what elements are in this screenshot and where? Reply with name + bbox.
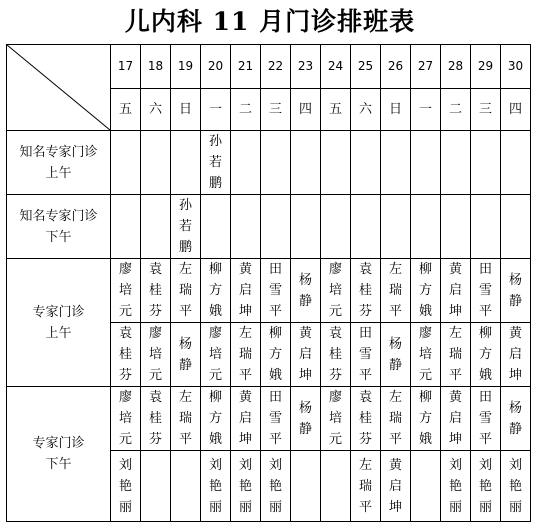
schedule-cell <box>141 259 171 323</box>
schedule-cell <box>321 259 351 323</box>
doctor-name: 刘艳丽 <box>448 457 462 515</box>
row-label-line: 下午 <box>45 229 72 245</box>
schedule-cell <box>201 451 231 522</box>
page-title: 儿内科 11 月门诊排班表 <box>124 7 416 36</box>
schedule-cell <box>111 323 141 387</box>
schedule-cell <box>411 387 441 451</box>
schedule-cell <box>381 451 411 522</box>
schedule-cell <box>111 259 141 323</box>
row-label-line: 下午 <box>45 457 72 472</box>
schedule-cell <box>171 451 201 522</box>
date-cell: 18 <box>141 45 171 89</box>
date-cell: 27 <box>411 45 441 89</box>
schedule-cell <box>501 195 531 259</box>
doctor-name: 廖培元 <box>148 326 162 383</box>
doctor-name: 杨静 <box>388 336 402 373</box>
doctor-name: 柳方娥 <box>478 326 492 383</box>
schedule-cell <box>501 451 531 522</box>
schedule-cell <box>501 387 531 451</box>
weekday-cell: 二 <box>231 89 261 131</box>
date-cell: 23 <box>291 45 321 89</box>
doctor-name: 柳方娥 <box>268 326 282 383</box>
schedule-cell <box>471 195 501 259</box>
doctor-name: 左瑞平 <box>448 326 462 383</box>
schedule-cell <box>471 131 501 195</box>
schedule-cell <box>201 195 231 259</box>
doctor-name: 刘艳丽 <box>208 457 222 515</box>
schedule-cell <box>261 323 291 387</box>
doctor-name: 廖培元 <box>118 390 132 447</box>
schedule-cell <box>441 131 471 195</box>
doctor-name: 田雪平 <box>268 262 282 319</box>
schedule-cell <box>261 451 291 522</box>
doctor-name: 柳方娥 <box>418 390 432 447</box>
schedule-cell <box>351 131 381 195</box>
doctor-name: 袁桂芬 <box>148 262 162 319</box>
doctor-name: 杨静 <box>298 400 312 437</box>
row-label-famous-pm <box>7 195 111 259</box>
doctor-name: 廖培元 <box>328 262 342 319</box>
doctor-name: 杨静 <box>508 272 522 309</box>
doctor-name: 刘艳丽 <box>508 457 522 515</box>
famous-pm-row <box>7 195 531 259</box>
schedule-cell <box>381 195 411 259</box>
doctor-name: 黄启坤 <box>508 326 522 383</box>
doctor-name: 袁桂芬 <box>358 262 372 319</box>
doctor-name: 廖培元 <box>208 326 222 383</box>
date-cell: 28 <box>441 45 471 89</box>
weekday-cell: 一 <box>411 89 441 131</box>
row-label-famous-am <box>7 131 111 195</box>
doctor-name: 黄启坤 <box>448 390 462 447</box>
doctor-name: 杨静 <box>298 272 312 309</box>
schedule-cell <box>171 387 201 451</box>
schedule-cell <box>141 195 171 259</box>
schedule-cell <box>501 131 531 195</box>
schedule-cell <box>381 323 411 387</box>
schedule-cell <box>201 131 231 195</box>
schedule-cell <box>411 259 441 323</box>
date-cell: 22 <box>261 45 291 89</box>
schedule-cell <box>411 451 441 522</box>
schedule-cell <box>231 259 261 323</box>
doctor-name: 黄启坤 <box>238 390 252 447</box>
doctor-name: 杨静 <box>508 400 522 437</box>
doctor-name: 田雪平 <box>268 390 282 447</box>
schedule-cell <box>111 451 141 522</box>
doctor-name: 孙若鹏 <box>178 198 192 255</box>
schedule-cell <box>351 259 381 323</box>
doctor-name: 左瑞平 <box>178 262 192 319</box>
schedule-cell <box>321 451 351 522</box>
schedule-cell <box>411 195 441 259</box>
doctor-name: 廖培元 <box>118 262 132 319</box>
doctor-name: 左瑞平 <box>388 262 402 319</box>
schedule-cell <box>111 387 141 451</box>
doctor-name: 柳方娥 <box>208 262 222 319</box>
schedule-cell <box>411 131 441 195</box>
date-cell: 17 <box>111 45 141 89</box>
row-label-line: 专家门诊 <box>32 304 85 320</box>
date-cell: 25 <box>351 45 381 89</box>
schedule-cell <box>231 387 261 451</box>
schedule-cell <box>441 387 471 451</box>
doctor-name: 袁桂芬 <box>148 390 162 447</box>
doctor-name: 袁桂芬 <box>118 326 132 383</box>
doctor-name: 田雪平 <box>478 262 492 319</box>
schedule-cell <box>351 387 381 451</box>
doctor-name: 黄启坤 <box>298 326 312 383</box>
date-row <box>7 45 531 89</box>
doctor-name: 左瑞平 <box>238 326 252 383</box>
schedule-cell <box>171 323 201 387</box>
doctor-name: 田雪平 <box>358 326 372 383</box>
doctor-name: 杨静 <box>178 336 192 373</box>
schedule-cell <box>291 323 321 387</box>
weekday-cell: 六 <box>351 89 381 131</box>
schedule-cell <box>351 323 381 387</box>
doctor-name: 左瑞平 <box>358 457 372 515</box>
schedule-cell <box>291 387 321 451</box>
schedule-cell <box>261 387 291 451</box>
weekday-cell: 四 <box>501 89 531 131</box>
schedule-cell <box>231 131 261 195</box>
doctor-name: 刘艳丽 <box>238 457 252 515</box>
weekday-cell: 五 <box>321 89 351 131</box>
expert-pm-row-1 <box>7 387 531 451</box>
schedule-cell <box>231 451 261 522</box>
schedule-cell <box>141 323 171 387</box>
row-label-line: 上午 <box>45 165 72 181</box>
schedule-cell <box>441 259 471 323</box>
doctor-name: 黄启坤 <box>448 262 462 319</box>
schedule-cell <box>351 451 381 522</box>
schedule-cell <box>411 323 441 387</box>
schedule-cell <box>141 131 171 195</box>
schedule-cell <box>351 195 381 259</box>
date-cell: 19 <box>171 45 201 89</box>
schedule-cell <box>381 131 411 195</box>
row-label-expert-pm <box>7 387 111 522</box>
row-label-line: 知名专家门诊 <box>19 208 98 224</box>
weekday-cell: 日 <box>381 89 411 131</box>
doctor-name: 柳方娥 <box>418 262 432 319</box>
doctor-name: 刘艳丽 <box>268 457 282 515</box>
weekday-cell: 四 <box>291 89 321 131</box>
schedule-cell <box>111 195 141 259</box>
schedule-cell <box>291 259 321 323</box>
schedule-cell <box>171 259 201 323</box>
schedule-cell <box>471 387 501 451</box>
weekday-cell: 五 <box>111 89 141 131</box>
schedule-cell <box>321 323 351 387</box>
doctor-name: 刘艳丽 <box>478 457 492 515</box>
doctor-name: 孙若鹏 <box>208 134 222 191</box>
weekday-cell: 三 <box>471 89 501 131</box>
date-cell: 21 <box>231 45 261 89</box>
schedule-cell <box>291 195 321 259</box>
row-label-expert-am <box>7 259 111 387</box>
weekday-cell: 六 <box>141 89 171 131</box>
schedule-cell <box>171 195 201 259</box>
doctor-name: 田雪平 <box>478 390 492 447</box>
doctor-name: 黄启坤 <box>388 457 402 515</box>
date-cell: 26 <box>381 45 411 89</box>
schedule-cell <box>471 323 501 387</box>
famous-am-row <box>7 131 531 195</box>
schedule-cell <box>501 323 531 387</box>
schedule-cell <box>261 259 291 323</box>
weekday-cell: 日 <box>171 89 201 131</box>
doctor-name: 左瑞平 <box>178 390 192 447</box>
doctor-name: 廖培元 <box>328 390 342 447</box>
schedule-cell <box>471 259 501 323</box>
schedule-cell <box>501 259 531 323</box>
doctor-name: 柳方娥 <box>208 390 222 447</box>
schedule-cell <box>261 131 291 195</box>
weekday-cell: 三 <box>261 89 291 131</box>
date-cell: 30 <box>501 45 531 89</box>
schedule-cell <box>111 131 141 195</box>
schedule-cell <box>201 259 231 323</box>
doctor-name: 廖培元 <box>418 326 432 383</box>
diagonal-line <box>7 45 110 130</box>
doctor-name: 左瑞平 <box>388 390 402 447</box>
schedule-cell <box>261 195 291 259</box>
schedule-cell <box>141 387 171 451</box>
schedule-cell <box>171 131 201 195</box>
doctor-name: 刘艳丽 <box>118 457 132 515</box>
schedule-cell <box>231 323 261 387</box>
schedule-cell <box>291 131 321 195</box>
row-label-line: 专家门诊 <box>32 436 85 451</box>
schedule-cell <box>441 451 471 522</box>
date-cell: 29 <box>471 45 501 89</box>
corner-cell <box>7 45 111 131</box>
row-label-line: 知名专家门诊 <box>19 144 98 160</box>
schedule-table <box>6 44 531 522</box>
row-label-line: 上午 <box>45 325 72 341</box>
date-cell: 20 <box>201 45 231 89</box>
schedule-cell <box>141 451 171 522</box>
schedule-cell <box>321 195 351 259</box>
schedule-cell <box>441 323 471 387</box>
schedule-cell <box>471 451 501 522</box>
weekday-cell: 一 <box>201 89 231 131</box>
schedule-cell <box>441 195 471 259</box>
schedule-cell <box>381 387 411 451</box>
schedule-cell <box>231 195 261 259</box>
schedule-cell <box>291 451 321 522</box>
expert-am-row-1 <box>7 259 531 323</box>
schedule-cell <box>321 387 351 451</box>
doctor-name: 袁桂芬 <box>328 326 342 383</box>
doctor-name: 袁桂芬 <box>358 390 372 447</box>
weekday-cell: 二 <box>441 89 471 131</box>
schedule-cell <box>201 387 231 451</box>
doctor-name: 黄启坤 <box>238 262 252 319</box>
schedule-cell <box>381 259 411 323</box>
schedule-cell <box>321 131 351 195</box>
date-cell: 24 <box>321 45 351 89</box>
schedule-cell <box>201 323 231 387</box>
